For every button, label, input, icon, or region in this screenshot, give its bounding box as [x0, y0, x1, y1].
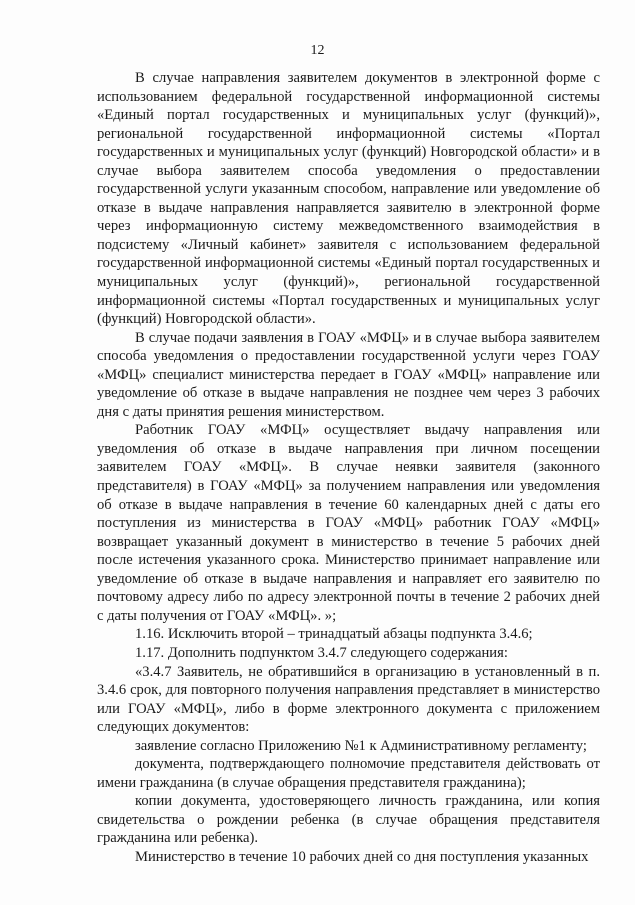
- paragraph-identity-copies: копии документа, удостоверяющего личность гражданина, или копия свидетельства о рождении ребенка (в случае обращения представителя гражданина или ребенка).: [97, 793, 600, 847]
- paragraph-electronic-delivery: В случае направления заявителем документов в электронной форме с использованием федеральной государственной информационной системы «Единый портал государственных и муниципальных услуг (функций)», региональной государственной информационной системы «Портал государственных и муниципальных услуг (функций) Новгородской области» и в случае выбора заявителем способа уведомления о предоставлении государственной услуги указанным способом, направление или уведомление об отказе в выдаче направления направляется заявителю в электронной форме через информационную систему межведомственного взаимодействия в подсистему «Личный кабинет» заявителя с использованием федеральной государственной информационной системы «Единый портал государственных и муниципальных услуг (функций)», региональной государственной информационной системы «Портал государственных и муниципальных услуг (функций) Новгородской области».: [97, 70, 600, 328]
- paragraph-subclause-3-4-7: «3.4.7 Заявитель, не обратившийся в организацию в установленный в п. 3.4.6 срок, для повторного получения направления представляет в министерство или ГОАУ «МФЦ», либо в форме электронного документа с приложением следующих документов:: [97, 663, 600, 736]
- document-body: [97, 69, 600, 867]
- paragraph-ministry-deadline: Министерство в течение 10 рабочих дней со дня поступления указанных: [135, 848, 589, 865]
- paragraph-item-1-16: 1.16. Исключить второй – тринадцатый абзацы подпункта 3.4.6;: [135, 626, 533, 643]
- paragraph-mfc-submission: В случае подачи заявления в ГОАУ «МФЦ» и в случае выбора заявителем способа уведомления о предоставлении государственной услуги через ГОАУ «МФЦ» специалист министерства передает в ГОАУ «МФЦ» направление или уведомление об отказе в выдаче направления не позднее чем через 3 рабочих дня с даты принятия решения министерством.: [97, 329, 600, 420]
- paragraph-authority-document: документа, подтверждающего полномочие представителя действовать от имени гражданина (в случае обращения представителя гражданина);: [97, 756, 600, 791]
- paragraph-application-form: заявление согласно Приложению №1 к Административному регламенту;: [135, 737, 587, 754]
- paragraph-mfc-issuance: Работник ГОАУ «МФЦ» осуществляет выдачу направления или уведомления об отказе в выдаче направления при личном посещении заявителем ГОАУ «МФЦ». В случае неявки заявителя (законного представителя) в ГОАУ «МФЦ» за получением направления или уведомления об отказе в выдаче направления в течение 60 календарных дней с даты его поступления из министерства в ГОАУ «МФЦ» работник ГОАУ «МФЦ» возвращает указанный документ в министерство в течение 5 рабочих дней после истечения указанного срока. Министерство принимает направление или уведомление об отказе в выдаче направления и направляет его заявителю по почтовому адресу либо по адресу электронной почты в течение 2 рабочих дней с даты получения от ГОАУ «МФЦ». »;: [97, 422, 600, 624]
- page-number: 12: [310, 43, 325, 58]
- paragraph-item-1-17: 1.17. Дополнить подпунктом 3.4.7 следующего содержания:: [135, 644, 508, 661]
